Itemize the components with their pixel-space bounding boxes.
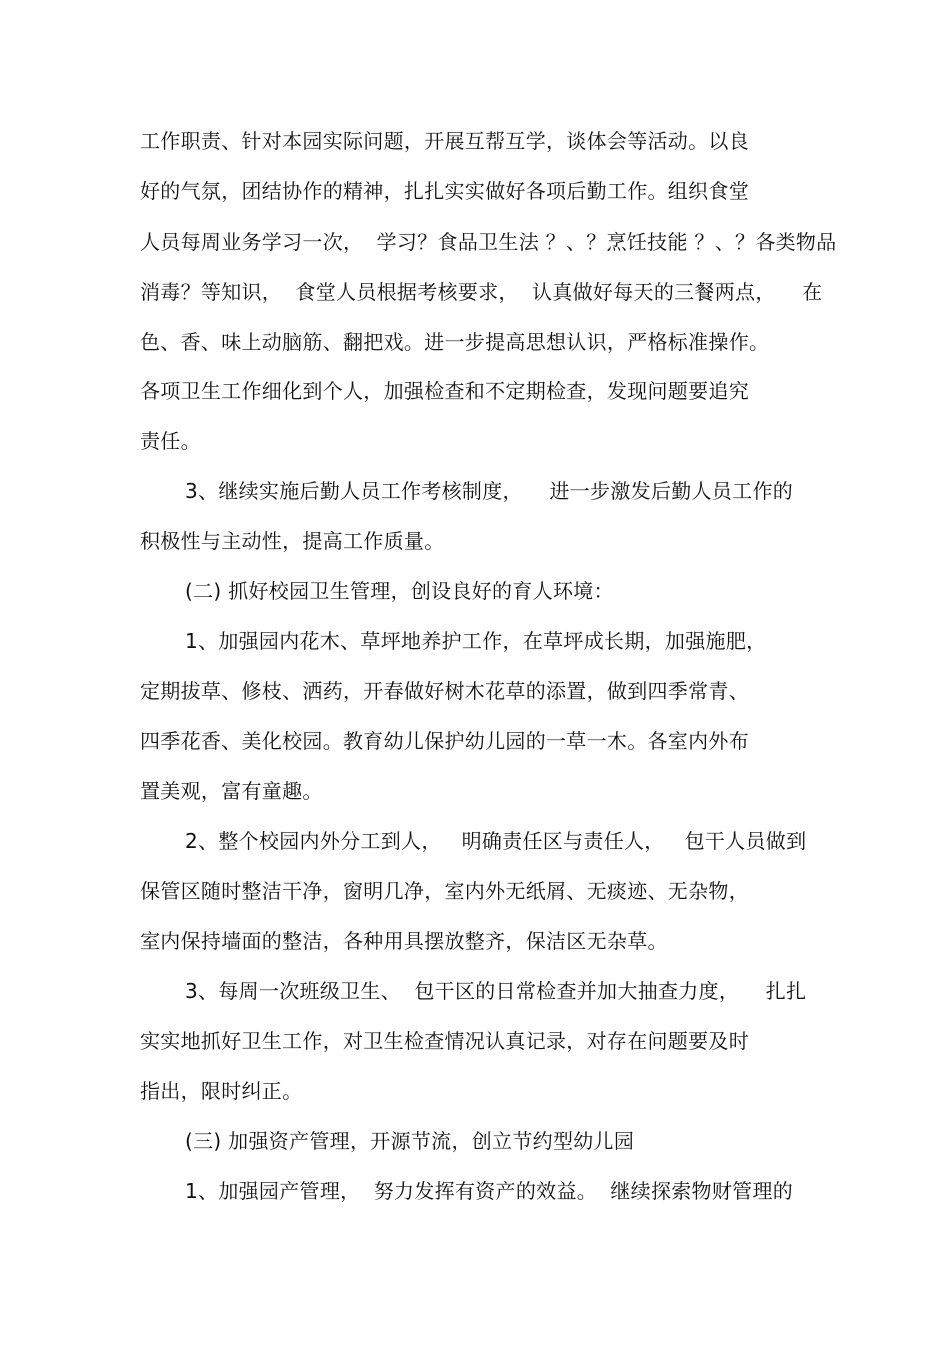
text-line: 工作职责、针对本园实际问题，开展互帮互学，谈体会等活动。以良 — [140, 129, 749, 153]
text-line: 消毒？等知识， 食堂人员根据考核要求， 认真做好每天的三餐两点， 在 — [140, 280, 823, 304]
text-line: 定期拔草、修枝、洒药，开春做好树木花草的添置，做到四季常青、 — [140, 679, 749, 703]
text-line: 2、整个校园内外分工到人， 明确责任区与责任人， 包干人员做到 — [185, 829, 807, 853]
text-line: 实实地抓好卫生工作，对卫生检查情况认真记录，对存在问题要及时 — [140, 1029, 749, 1053]
text-line: 人员每周业务学习一次， 学习？食品卫生法 ？、？烹饪技能 ？、？各类物品 — [140, 230, 837, 254]
text-line: 室内保持墙面的整洁，各种用具摆放整齐，保洁区无杂草。 — [140, 929, 668, 953]
text-line: 好的气氛，团结协作的精神，扎扎实实做好各项后勤工作。组织食堂 — [140, 179, 749, 203]
text-line: 置美观，富有童趣。 — [140, 779, 323, 803]
text-line: 3、每周一次班级卫生、 包干区的日常检查并加大抽查力度， 扎扎 — [185, 979, 807, 1003]
text-line: 指出，限时纠正。 — [140, 1079, 303, 1103]
text-line: 积极性与主动性，提高工作质量。 — [140, 529, 445, 553]
text-line: 1、加强园内花木、草坪地养护工作，在草坪成长期，加强施肥， — [185, 629, 767, 653]
section-heading: (三) 加强资产管理，开源节流，创立节约型幼儿园 — [185, 1129, 635, 1153]
text-line: 责任。 — [140, 429, 201, 453]
section-heading: (二) 抓好校园卫生管理，创设良好的育人环境： — [185, 579, 614, 603]
text-line: 色、香、味上动脑筋、翻把戏。进一步提高思想认识，严格标准操作。 — [140, 330, 770, 354]
text-line: 各项卫生工作细化到个人，加强检查和不定期检查，发现问题要追究 — [140, 379, 749, 403]
text-line: 1、加强园产管理， 努力发挥有资产的效益。 继续探索物财管理的 — [185, 1179, 794, 1203]
text-line: 3、继续实施后勤人员工作考核制度， 进一步激发后勤人员工作的 — [185, 479, 794, 503]
text-line: 保管区随时整洁干净，窗明几净，室内外无纸屑、无痰迹、无杂物， — [140, 879, 749, 903]
text-line: 四季花香、美化校园。教育幼儿保护幼儿园的一草一木。各室内外布 — [140, 729, 749, 753]
